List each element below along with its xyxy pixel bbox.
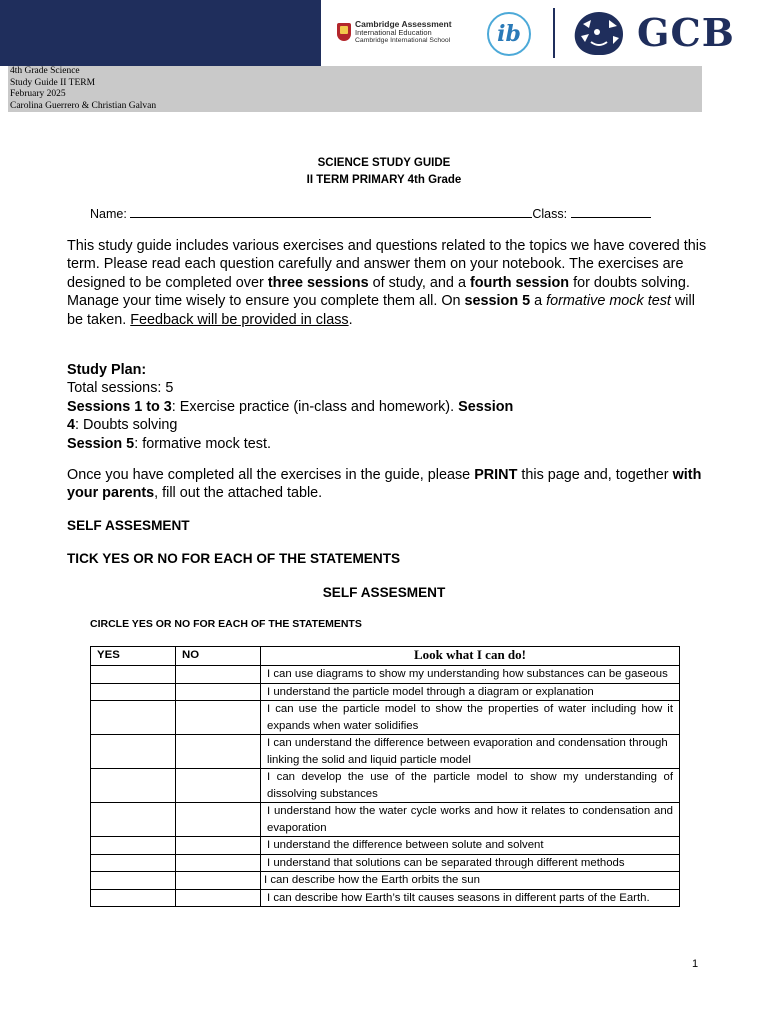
name-field[interactable] xyxy=(130,205,532,218)
document-meta xyxy=(8,66,702,112)
intro-paragraph: This study guide includes various exercises and questions related to the topics we have covered this term. Please read each question carefully and answer them on your notebook. The exercises are designed to be completed over three sessions of study, and a fourth session for doubts solving. Manage your time wisely to ensure you complete them all. On session 5 a formative mock test will be taken. Feedback will be provided in class. xyxy=(67,238,707,328)
yes-cell[interactable] xyxy=(91,872,176,890)
study-plan-session4: 4: Doubts solving xyxy=(67,417,178,434)
yes-cell[interactable] xyxy=(91,666,176,684)
self-assessment-heading: SELF ASSESMENT xyxy=(67,518,190,533)
table-row xyxy=(91,889,680,907)
meta-date: February 2025 xyxy=(10,89,66,99)
col-no: NO xyxy=(176,647,261,666)
yes-cell[interactable] xyxy=(91,803,176,837)
circle-instruction: CIRCLE YES OR NO FOR EACH OF THE STATEMENTS xyxy=(90,618,362,630)
logo-divider xyxy=(553,8,555,58)
table-row xyxy=(91,803,680,837)
meta-authors: Carolina Guerrero & Christian Galvan xyxy=(10,100,157,111)
no-cell[interactable] xyxy=(176,872,261,890)
statement-text: I understand the difference between solute and solvent xyxy=(261,837,680,855)
no-cell[interactable] xyxy=(176,666,261,684)
name-label: Name: xyxy=(90,207,127,221)
table-row xyxy=(91,872,680,890)
no-cell[interactable] xyxy=(176,854,261,872)
print-note: Once you have completed all the exercises in the guide, please PRINT this page and, together with your parents, fill out the attached table. xyxy=(67,467,702,502)
study-plan-session5: Session 5: formative mock test. xyxy=(67,435,271,452)
ib-mark: ib xyxy=(497,21,521,47)
cambridge-logo xyxy=(337,16,452,48)
tick-instruction: TICK YES OR NO FOR EACH OF THE STATEMENTS xyxy=(67,551,401,566)
statement-text: I can describe how the Earth orbits the sun xyxy=(261,872,680,890)
statement-text: I can use diagrams to show my understanding how substances can be gaseous xyxy=(261,666,680,684)
statement-text: I understand the particle model through a diagram or explanation xyxy=(261,683,680,701)
study-plan xyxy=(67,361,707,453)
class-label: Class: xyxy=(532,207,568,221)
page-title: SCIENCE STUDY GUIDE xyxy=(317,157,451,169)
table-row xyxy=(91,701,680,735)
statement-text: I understand how the water cycle works and how it relates to condensation and evaporation xyxy=(261,803,680,837)
no-cell[interactable] xyxy=(176,889,261,907)
cambridge-shield-icon xyxy=(337,23,351,41)
self-assessment-table xyxy=(90,646,680,907)
statement-text: I can describe how Earth’s tilt causes seasons in different parts of the Earth. xyxy=(261,889,680,907)
class-field[interactable] xyxy=(571,205,651,218)
page-subtitle: II TERM PRIMARY 4th Grade xyxy=(306,174,462,186)
name-class-line xyxy=(90,205,651,221)
cambridge-line1: Cambridge Assessment xyxy=(355,19,452,30)
ib-logo-icon xyxy=(487,12,531,56)
cambridge-line2: International Education xyxy=(355,27,432,37)
meta-guide: Study Guide II TERM xyxy=(10,77,96,88)
header-navy-band xyxy=(0,0,321,66)
no-cell[interactable] xyxy=(176,735,261,769)
gcb-brand: GCB xyxy=(637,10,735,55)
yes-cell[interactable] xyxy=(91,701,176,735)
self-assessment-table-title: SELF ASSESMENT xyxy=(322,585,446,600)
table-row xyxy=(91,854,680,872)
table-row xyxy=(91,683,680,701)
yes-cell[interactable] xyxy=(91,837,176,855)
yes-cell[interactable] xyxy=(91,683,176,701)
table-row xyxy=(91,769,680,803)
yes-cell[interactable] xyxy=(91,769,176,803)
yes-cell[interactable] xyxy=(91,854,176,872)
col-statement: Look what I can do! xyxy=(261,647,680,666)
table-row xyxy=(91,837,680,855)
table-row xyxy=(91,735,680,769)
page-number: 1 xyxy=(692,958,699,970)
no-cell[interactable] xyxy=(176,803,261,837)
no-cell[interactable] xyxy=(176,683,261,701)
yes-cell[interactable] xyxy=(91,889,176,907)
col-yes: YES xyxy=(91,647,176,666)
no-cell[interactable] xyxy=(176,837,261,855)
statement-text: I can use the particle model to show the properties of water including how it expands when water solidifies xyxy=(261,701,680,735)
study-plan-total: Total sessions: 5 xyxy=(67,380,174,397)
cambridge-line3: Cambridge International School xyxy=(355,36,451,44)
study-plan-sessions: Sessions 1 to 3: Exercise practice (in-class and homework). Session xyxy=(67,398,514,415)
table-row xyxy=(91,666,680,684)
study-plan-heading: Study Plan: xyxy=(67,362,147,378)
statement-text: I can understand the difference between evaporation and condensation through linking the solid and liquid particle model xyxy=(261,735,680,769)
lion-icon xyxy=(569,8,629,58)
meta-grade: 4th Grade Science xyxy=(10,66,80,76)
header-logos xyxy=(321,0,768,66)
statement-text: I understand that solutions can be separated through different methods xyxy=(261,854,680,872)
no-cell[interactable] xyxy=(176,769,261,803)
yes-cell[interactable] xyxy=(91,735,176,769)
no-cell[interactable] xyxy=(176,701,261,735)
statement-text: I can develop the use of the particle model to show my understanding of dissolving substances xyxy=(261,769,680,803)
